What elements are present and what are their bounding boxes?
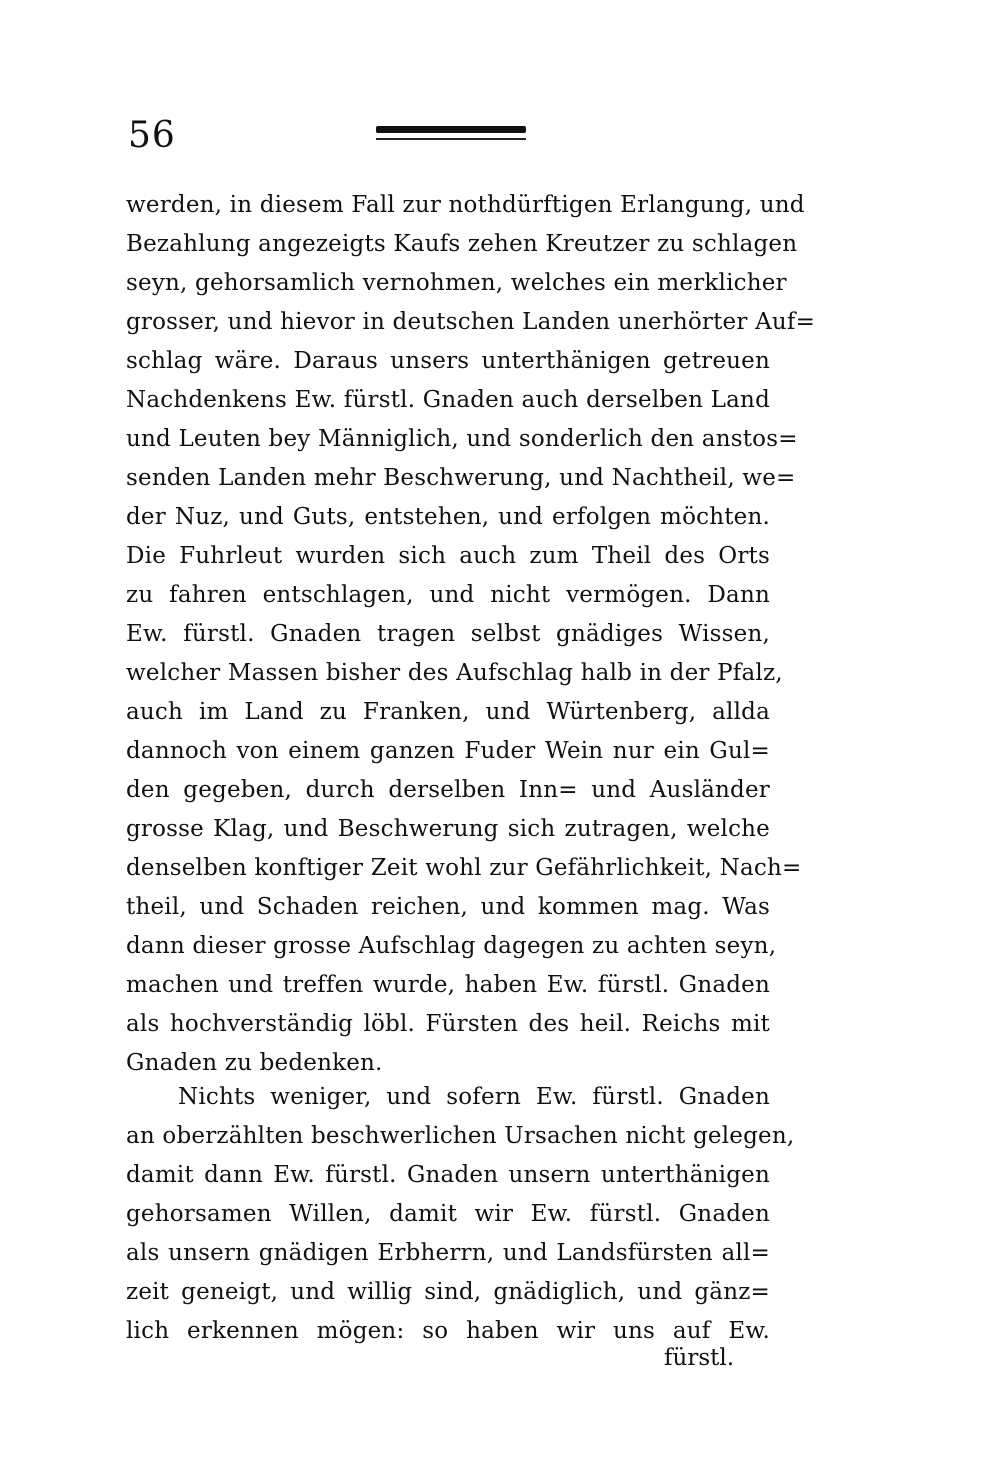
text-line: schlag wäre. Daraus unsers unterthänigen getreuen: [126, 348, 770, 374]
text-line: Nachdenkens Ew. fürstl. Gnaden auch derselben Land: [126, 387, 770, 413]
text-line: der Nuz, und Guts, entstehen, und erfolgen möchten.: [126, 504, 770, 530]
text-line: theil, und Schaden reichen, und kommen mag. Was: [126, 894, 770, 920]
text-line: seyn, gehorsamlich vernohmen, welches ein merklicher: [126, 270, 787, 296]
text-line: und Leuten bey Männiglich, und sonderlich den anstos=: [126, 426, 798, 452]
text-line: gehorsamen Willen, damit wir Ew. fürstl. Gnaden: [126, 1201, 770, 1227]
text-line: denselben konftiger Zeit wohl zur Gefährlichkeit, Nach=: [126, 855, 802, 881]
text-line: senden Landen mehr Beschwerung, und Nachtheil, we=: [126, 465, 796, 491]
text-line: an oberzählten beschwerlichen Ursachen nicht gelegen,: [126, 1123, 795, 1149]
text-line: Die Fuhrleut wurden sich auch zum Theil des Orts: [126, 543, 770, 569]
header-rule-thin: [376, 138, 526, 140]
text-line: dannoch von einem ganzen Fuder Wein nur ein Gul=: [126, 738, 770, 764]
page-number: 56: [128, 115, 176, 156]
text-line: grosser, und hievor in deutschen Landen unerhörter Auf=: [126, 309, 816, 335]
text-line: werden, in diesem Fall zur nothdürftigen Erlangung, und: [126, 192, 805, 218]
text-line: Gnaden zu bedenken.: [126, 1050, 383, 1076]
catchword: fürstl.: [664, 1345, 735, 1371]
paragraph-2: [126, 1078, 795, 1351]
text-line: welcher Massen bisher des Aufschlag halb in der Pfalz,: [126, 660, 783, 686]
text-line: damit dann Ew. fürstl. Gnaden unsern unterthänigen: [126, 1162, 770, 1188]
text-line: Bezahlung angezeigts Kaufs zehen Kreutzer zu schlagen: [126, 231, 798, 257]
text-line: auch im Land zu Franken, und Würtenberg, allda: [126, 699, 770, 725]
text-line: grosse Klag, und Beschwerung sich zutragen, welche: [126, 816, 770, 842]
text-line: als unsern gnädigen Erbherrn, und Landsfürsten all=: [126, 1240, 770, 1266]
text-line: lich erkennen mögen: so haben wir uns auf Ew.: [126, 1318, 770, 1344]
header-rule-thick: [376, 126, 526, 133]
paragraph-1: [126, 186, 816, 1083]
header-ornament-rule: [376, 126, 526, 140]
text-line: dann dieser grosse Aufschlag dagegen zu achten seyn,: [126, 933, 777, 959]
text-line: zu fahren entschlagen, und nicht vermögen. Dann: [126, 582, 770, 608]
text-line: den gegeben, durch derselben Inn= und Ausländer: [126, 777, 770, 803]
text-line: Ew. fürstl. Gnaden tragen selbst gnädiges Wissen,: [126, 621, 770, 647]
text-line: machen und treffen wurde, haben Ew. fürstl. Gnaden: [126, 972, 770, 998]
text-line: zeit geneigt, und willig sind, gnädiglich, und gänz=: [126, 1279, 770, 1305]
text-line: als hochverständig löbl. Fürsten des heil. Reichs mit: [126, 1011, 770, 1037]
text-line: Nichts weniger, und sofern Ew. fürstl. Gnaden: [178, 1084, 770, 1110]
